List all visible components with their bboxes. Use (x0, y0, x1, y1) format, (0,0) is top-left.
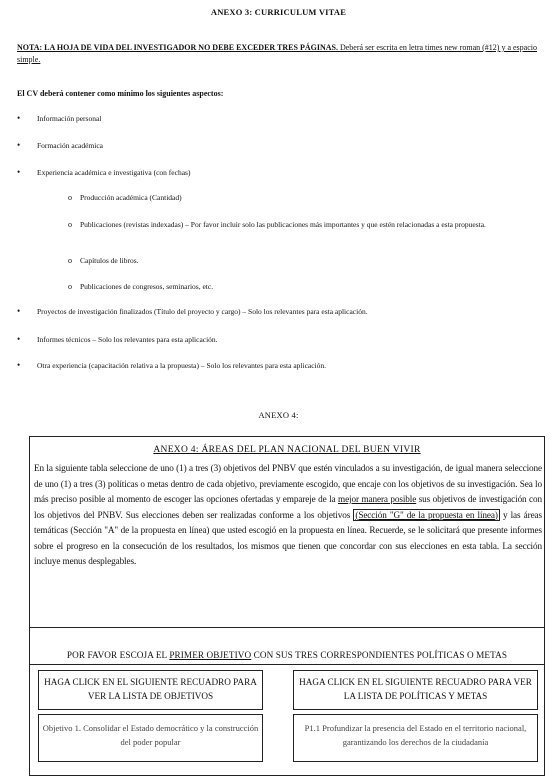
cv-intro: El CV deberá contener como mínimo los siguientes aspectos: (17, 89, 224, 98)
bullet-symbol: • (17, 306, 21, 316)
pnbv-form-box (29, 436, 545, 776)
bullet-symbol: • (17, 167, 21, 177)
policy-dropdown[interactable]: P1.1 Profundizar la presencia del Estado en el territorio nacional, garantizando los derechos de la ciudadanía (293, 714, 538, 762)
sub-item (68, 282, 542, 292)
sub-item (68, 256, 542, 266)
para-part-1: En la siguiente tabla seleccione de uno (1) a tres (3) objetivos del PNBV que estén vinculados a su investigación, de igual manera seleccione de uno (1) a tres (3) políticas o metas dentro de cada objetivo, previamente escogido, que encaje con los objetivos de su investigación. Sea lo más preciso posible al momento de escoger las opciones ofertadas y empareje de la (34, 463, 542, 504)
sub-symbol: o (68, 193, 72, 202)
cv-note-main: NOTA: LA HOJA DE VIDA DEL INVESTIGADOR NO DEBE EXCEDER TRES PÁGINAS. (17, 43, 338, 52)
bullet-item (17, 140, 103, 150)
para-part-3: y las áreas temáticas (Sección "A" de la propuesta en línea) que usted escogió en la propuesta en línea. Recuerde, se le solicitará que presente informes sobre el progreso en la consecución de los resultados, los mismos que tienen que concordar con sus elecciones en esta tabla. La sección incluye menus desplegables. (34, 509, 543, 566)
bullet-label: Formación académica (37, 141, 104, 150)
sub-symbol: o (68, 256, 72, 265)
choose-part-2: CON SUS TRES CORRESPONDIENTES POLÍTICAS O METAS (251, 650, 508, 660)
divider (30, 664, 544, 665)
objectives-header: HAGA CLICK EN EL SIGUIENTE RECUADRO PARA VER LA LISTA DE OBJETIVOS (38, 670, 263, 710)
box-title: ANEXO 4: ÁREAS DEL PLAN NACIONAL DEL BUEN VIVIR (153, 445, 421, 455)
bullet-item (17, 334, 218, 344)
bullet-symbol: • (17, 140, 21, 150)
instructions-paragraph (34, 461, 542, 570)
anexo4-title: ANEXO 4: (258, 410, 299, 420)
policies-header: HAGA CLICK EN EL SIGUIENTE RECUADRO PARA VER LA LISTA DE POLÍTICAS Y METAS (293, 670, 538, 710)
bullet-item (17, 306, 368, 316)
sub-label: Capítulos de libros. (80, 256, 139, 265)
bullet-label: Información personal (37, 114, 102, 123)
choose-instruction (30, 650, 544, 660)
choose-part-1: POR FAVOR ESCOJA EL (66, 650, 170, 660)
para-underlined: mejor manera posible (338, 494, 417, 504)
bullet-item (17, 167, 190, 177)
para-part-2: sus objetivos de investigación con los objetivos del PNBV. Sus elecciones deben ser realizadas conforme a los objetivos (34, 494, 543, 520)
bullet-item (17, 113, 101, 123)
bullet-label: Proyectos de investigación finalizados (Título del proyecto y cargo) – Solo los relevantes para esta aplicación. (37, 307, 368, 316)
para-section-ref: (Sección "G" de la propuesta en línea) (355, 509, 498, 520)
sub-label: Producción académica (Cantidad) (80, 193, 182, 202)
sub-label: Publicaciones de congresos, seminarios, etc. (80, 282, 214, 291)
bullet-label: Experiencia académica e investigativa (con fechas) (37, 168, 191, 177)
anexo3-title: ANEXO 3: CURRICULUM VITAE (210, 7, 347, 17)
sub-item (68, 193, 542, 203)
bullet-symbol: • (17, 334, 21, 344)
sub-label: Publicaciones (revistas indexadas) – Por favor incluir solo las publicaciones más importantes y que estén relacionadas a esta propuesta. (80, 220, 486, 229)
bullet-label: Otra experiencia (capacitación relativa a la propuesta) – Solo los relevantes para esta aplicación. (37, 361, 327, 370)
bullet-symbol: • (17, 113, 21, 123)
bullet-label: Informes técnicos – Solo los relevantes para esta aplicación. (37, 335, 218, 344)
choose-underlined: PRIMER OBJETIVO (169, 650, 252, 660)
instructions-section (30, 437, 544, 628)
sub-item (68, 220, 542, 230)
bullet-item (17, 360, 326, 370)
bullet-symbol: • (17, 360, 21, 370)
objective-dropdown[interactable]: Objetivo 1. Consolidar el Estado democrático y la construcción del poder popular (38, 714, 263, 762)
sub-symbol: o (68, 282, 72, 291)
cv-note-tail: Deberá ser escrita en letra times new roman (#12) y a espacio simple. (17, 43, 537, 64)
cv-note (17, 42, 547, 66)
sub-symbol: o (68, 220, 72, 229)
